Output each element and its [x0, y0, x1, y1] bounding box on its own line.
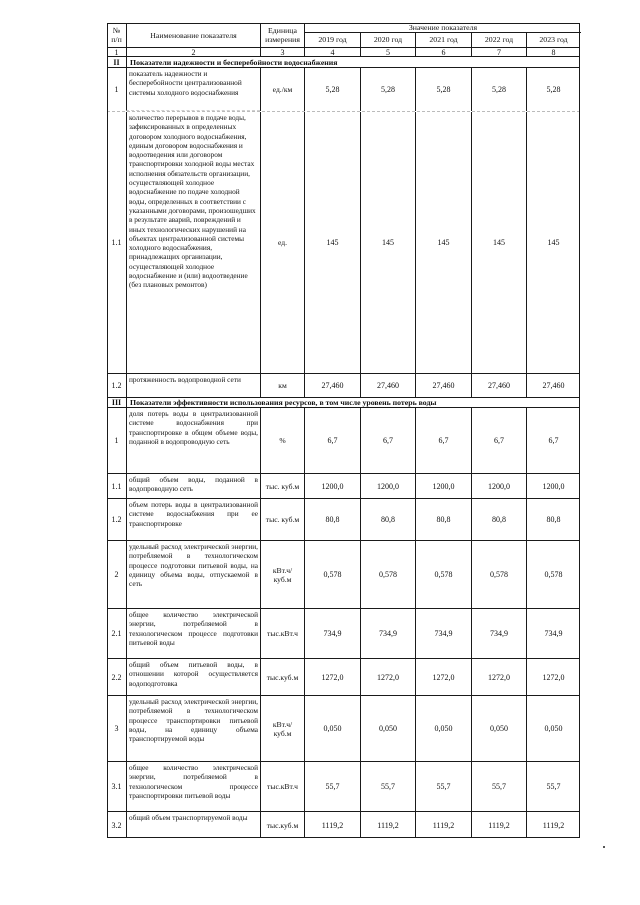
- row-value: 0,578: [304, 541, 360, 608]
- header-year: 2022 год: [471, 32, 526, 47]
- row-value: 5,28: [304, 68, 360, 111]
- row-value: 6,7: [360, 408, 415, 473]
- row-number: 3.2: [111, 820, 122, 830]
- row-unit: кВт.ч/ куб.м: [260, 696, 304, 761]
- row-unit: ед./км: [260, 68, 304, 111]
- row-unit: %: [260, 408, 304, 473]
- row-unit: кВт.ч/ куб.м: [260, 541, 304, 608]
- row-value: 1272,0: [471, 659, 526, 695]
- row-value: 734,9: [471, 609, 526, 658]
- row-number: 2: [114, 570, 119, 579]
- row-name: количество перерывов в подаче воды, зафиксированных в определенных договором холодного водоснабжения, единым договором водоснабжения и водоотведения или договором транспортировки холодной воды местах исполнения обязательств организации, осуществляющей холодное водоснабжение по подаче холодной воды, определенных в соответствии с указанными договорами, произошедших в результате аварий, повреждений и иных технологических нарушений на объектах централизованной системы холодного водоснабжения, принадлежащих организации, осуществляющей холодное водоснабжение и (или) водоотведение (без плановых ремонтов): [126, 112, 260, 373]
- row-value: 0,050: [360, 696, 415, 761]
- row-unit: тыс. куб.м: [260, 474, 304, 498]
- table-row: [107, 373, 580, 397]
- row-value: 1272,0: [360, 659, 415, 695]
- row-value: 55,7: [471, 762, 526, 811]
- row-value: 55,7: [304, 762, 360, 811]
- row-value: 80,8: [304, 499, 360, 540]
- section-row: [107, 56, 580, 67]
- table-row: [107, 695, 580, 761]
- row-value: 145: [526, 112, 580, 373]
- row-value: 1200,0: [304, 474, 360, 498]
- row-value: 1119,2: [526, 812, 580, 838]
- row-number: 1.1: [111, 238, 122, 247]
- row-value: 6,7: [471, 408, 526, 473]
- row-value: 27,460: [526, 374, 580, 397]
- row-name: объем потерь воды в централизованной системе водоснабжения при ее транспортировке: [126, 499, 260, 540]
- row-value: 1272,0: [304, 659, 360, 695]
- row-name: общий объем транспортируемой воды: [126, 812, 260, 838]
- table-row: [107, 111, 580, 373]
- row-name: общий объем питьевой воды, в отношении которой осуществляется водоподготовка: [126, 659, 260, 695]
- table-row: [107, 658, 580, 695]
- row-unit: ед.: [260, 112, 304, 373]
- row-value: 5,28: [526, 68, 580, 111]
- row-value: 1119,2: [360, 812, 415, 838]
- row-unit: тыс.куб.м: [260, 659, 304, 695]
- column-number: 5: [360, 48, 415, 56]
- column-number: 2: [126, 48, 260, 56]
- row-number: 1.2: [111, 381, 122, 390]
- row-number: 1: [114, 436, 119, 445]
- row-number: 3: [114, 724, 119, 733]
- row-value: 0,578: [526, 541, 580, 608]
- header-values: Значение показателя: [304, 23, 581, 33]
- row-value: 27,460: [471, 374, 526, 397]
- row-value: 734,9: [360, 609, 415, 658]
- column-number: 8: [526, 48, 580, 56]
- row-number: 1.2: [111, 515, 122, 524]
- row-unit: тыс.кВт.ч: [260, 762, 304, 811]
- row-value: 55,7: [526, 762, 580, 811]
- row-value: 27,460: [415, 374, 471, 397]
- header-year: 2023 год: [526, 32, 580, 47]
- row-number: 3.1: [111, 782, 122, 791]
- row-value: 5,28: [360, 68, 415, 111]
- section-title: Показатели эффективности использования ресурсов, в том числе уровень потерь воды: [126, 398, 580, 407]
- row-name: протяженность водопроводной сети: [126, 374, 260, 397]
- table-header: [107, 23, 580, 47]
- row-value: 145: [360, 112, 415, 373]
- row-value: 1119,2: [471, 812, 526, 838]
- row-unit: тыс.куб.м: [260, 812, 304, 838]
- row-value: 145: [415, 112, 471, 373]
- row-unit: тыс.кВт.ч: [260, 609, 304, 658]
- row-value: 0,050: [415, 696, 471, 761]
- row-value: 0,578: [360, 541, 415, 608]
- row-name: доля потерь воды в централизованной системе водоснабжения при транспортировке в общем объеме воды, поданной в водопроводную сеть: [126, 408, 260, 473]
- row-value: 734,9: [415, 609, 471, 658]
- row-value: 1119,2: [304, 812, 360, 838]
- row-value: 0,050: [526, 696, 580, 761]
- row-value: 1200,0: [360, 474, 415, 498]
- row-value: 80,8: [471, 499, 526, 540]
- table-row: [107, 608, 580, 658]
- row-name: удельный расход электрической энергии, потребляемой в технологическом процессе транспортировки питьевой воды, на единицу объема транспортируемой воды: [126, 696, 260, 761]
- table-row: [107, 407, 580, 473]
- row-value: 0,050: [304, 696, 360, 761]
- row-name: показатель надежности и бесперебойности централизованной системы холодного водоснабжения: [126, 68, 260, 111]
- row-value: 6,7: [304, 408, 360, 473]
- column-number: 4: [304, 48, 360, 56]
- row-number: 2.1: [111, 629, 122, 638]
- section-row: [107, 397, 580, 407]
- row-value: 1200,0: [415, 474, 471, 498]
- header-year: 2021 год: [415, 32, 471, 47]
- row-value: 5,28: [471, 68, 526, 111]
- row-unit: км: [260, 374, 304, 397]
- row-value: 1272,0: [415, 659, 471, 695]
- row-value: 1200,0: [471, 474, 526, 498]
- row-value: 734,9: [304, 609, 360, 658]
- header-number: № п/п: [111, 26, 122, 44]
- header-unit: Единица измерения: [260, 23, 304, 47]
- header-year: 2019 год: [304, 32, 360, 47]
- row-value: 55,7: [360, 762, 415, 811]
- table-row: [107, 811, 580, 838]
- table-row: [107, 540, 580, 608]
- row-value: 27,460: [304, 374, 360, 397]
- row-value: 80,8: [526, 499, 580, 540]
- column-number: 3: [260, 48, 304, 56]
- row-value: 145: [471, 112, 526, 373]
- row-number: 2.2: [111, 672, 122, 682]
- row-value: 5,28: [415, 68, 471, 111]
- row-value: 1272,0: [526, 659, 580, 695]
- table-row: [107, 498, 580, 540]
- row-name: общее количество электрической энергии, потребляемой в технологическом процессе подготовки питьевой воды: [126, 609, 260, 658]
- row-value: 0,578: [415, 541, 471, 608]
- header-year: 2020 год: [360, 32, 415, 47]
- header-name: Наименование показателя: [126, 23, 260, 47]
- row-value: 145: [304, 112, 360, 373]
- row-value: 734,9: [526, 609, 580, 658]
- column-numbers-row: [107, 47, 580, 56]
- column-number: 6: [415, 48, 471, 56]
- row-value: 0,050: [471, 696, 526, 761]
- row-number: 1.1: [111, 481, 122, 491]
- row-value: 55,7: [415, 762, 471, 811]
- scan-dot: [603, 846, 605, 848]
- column-number: 1: [114, 48, 119, 56]
- row-name: удельный расход электрической энергии, потребляемой в технологическом процессе подготовки питьевой воды, на единицу объема воды, отпускаемой в сеть: [126, 541, 260, 608]
- table-row: [107, 67, 580, 111]
- row-value: 80,8: [415, 499, 471, 540]
- section-number: II: [113, 57, 120, 67]
- table-row: [107, 761, 580, 811]
- table-row: [107, 473, 580, 498]
- row-value: 1119,2: [415, 812, 471, 838]
- section-number: III: [111, 398, 122, 407]
- row-number: 1: [114, 85, 119, 94]
- row-name: общее количество электрической энергии, потребляемой в технологическом процессе транспортировки питьевой воды: [126, 762, 260, 811]
- row-value: 6,7: [415, 408, 471, 473]
- section-title: Показатели надежности и бесперебойности водоснабжения: [126, 57, 580, 67]
- row-value: 6,7: [526, 408, 580, 473]
- column-number: 7: [471, 48, 526, 56]
- row-value: 27,460: [360, 374, 415, 397]
- row-value: 1200,0: [526, 474, 580, 498]
- row-name: общий объем воды, поданной в водопроводную сеть: [126, 474, 260, 498]
- row-value: 80,8: [360, 499, 415, 540]
- row-value: 0,578: [471, 541, 526, 608]
- row-unit: тыс. куб.м: [260, 499, 304, 540]
